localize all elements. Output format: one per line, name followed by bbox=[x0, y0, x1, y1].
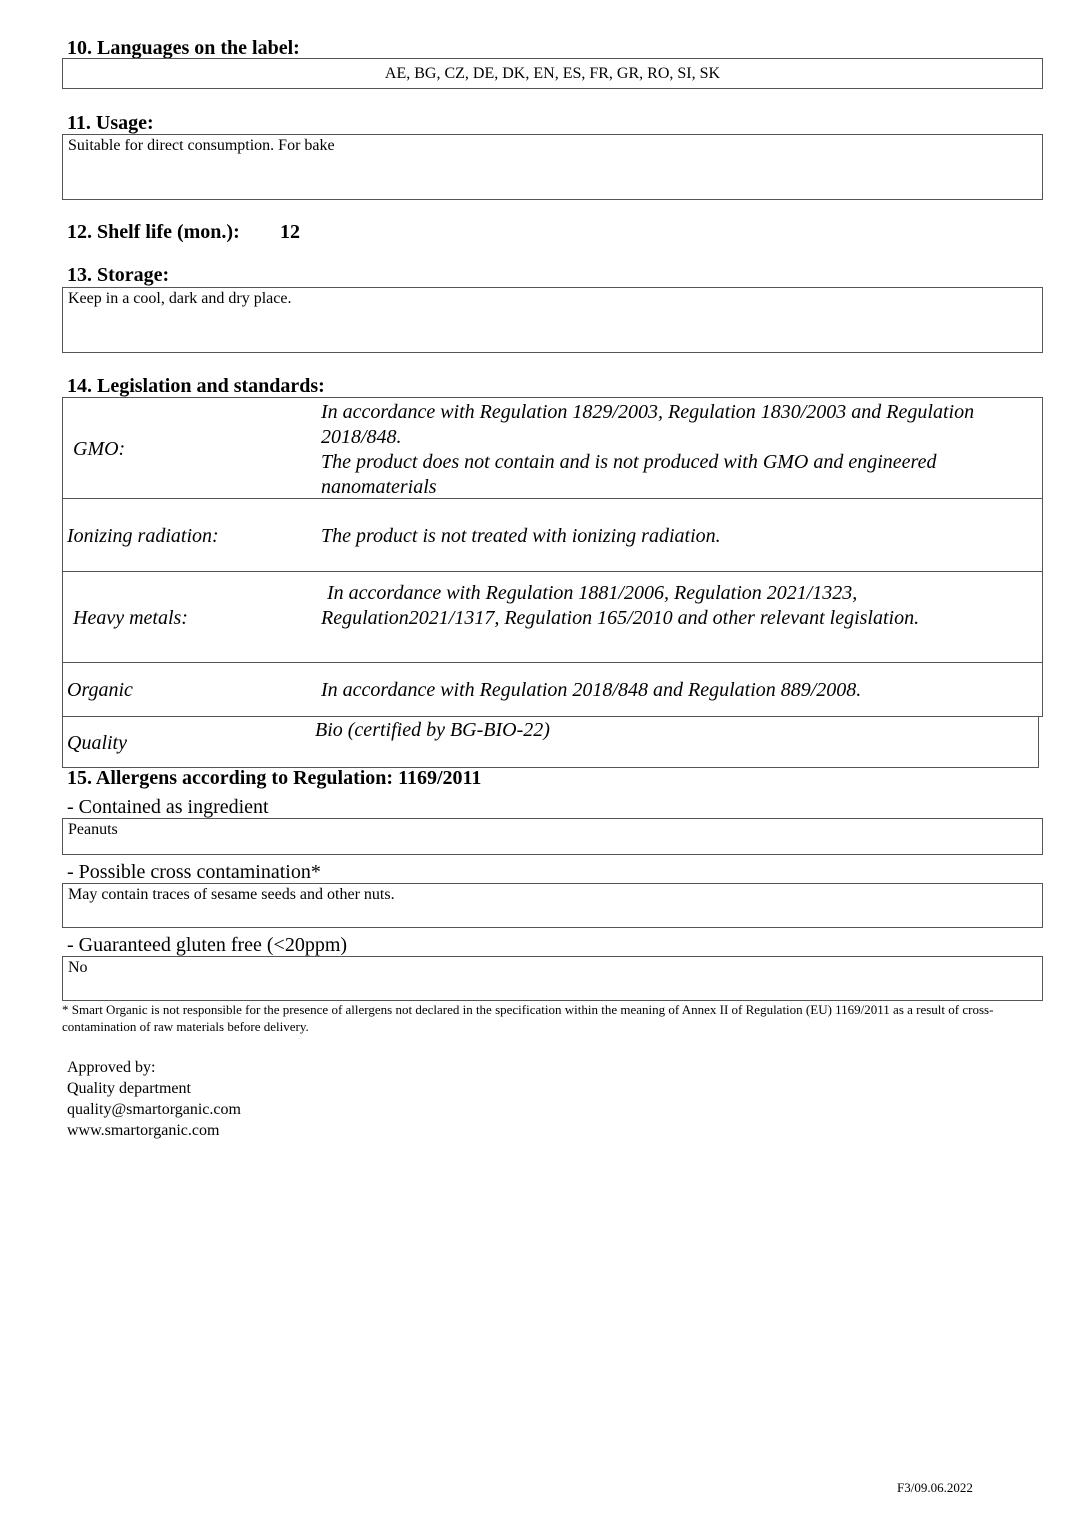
languages-field bbox=[62, 58, 1043, 89]
usage-heading: 11. Usage: bbox=[67, 112, 154, 134]
organic-value: In accordance with Regulation 2018/848 and Regulation 889/2008. bbox=[321, 679, 862, 701]
approver-email: quality@smartorganic.com bbox=[67, 1101, 241, 1118]
organic-label: Organic bbox=[67, 679, 133, 701]
ionizing-radiation-label: Ionizing radiation: bbox=[67, 525, 219, 547]
usage-field bbox=[62, 134, 1043, 200]
approver-website: www.smartorganic.com bbox=[67, 1122, 220, 1139]
allergen-footnote: * Smart Organic is not responsible for the presence of allergens not declared in the specification within the meaning of Annex II of Regulation (EU) 1169/2011 as a result of cross-contamination of raw materials before delivery. bbox=[62, 1002, 994, 1034]
gmo-value bbox=[321, 400, 1039, 500]
languages-heading: 10. Languages on the label: bbox=[67, 37, 300, 59]
cross-contamination-label: - Possible cross contamination* bbox=[67, 861, 321, 883]
contained-ingredient-value: Peanuts bbox=[68, 821, 118, 838]
form-code: F3/09.06.2022 bbox=[897, 1480, 973, 1495]
row-divider bbox=[62, 662, 1043, 663]
usage-value: Suitable for direct consumption. For bake bbox=[68, 137, 335, 154]
table-border bbox=[62, 397, 63, 767]
languages-value: AE, BG, CZ, DE, DK, EN, ES, FR, GR, RO, SI, SK bbox=[384, 65, 721, 82]
gmo-regulation-text: In accordance with Regulation 1829/2003, Regulation 1830/2003 and Regulation 2018/848. bbox=[321, 401, 975, 448]
contained-ingredient-field bbox=[62, 818, 1043, 855]
storage-value: Keep in a cool, dark and dry place. bbox=[68, 290, 292, 307]
gmo-label: GMO: bbox=[73, 438, 126, 460]
approver-department: Quality department bbox=[67, 1080, 191, 1097]
table-border bbox=[62, 397, 1043, 398]
gluten-free-label: - Guaranteed gluten free (<20ppm) bbox=[67, 934, 348, 956]
shelf-life-value: 12 bbox=[280, 221, 300, 243]
row-divider bbox=[62, 571, 1043, 572]
shelf-life-heading: 12. Shelf life (mon.): bbox=[67, 221, 240, 243]
row-divider bbox=[62, 716, 1043, 717]
approved-by-label: Approved by: bbox=[67, 1059, 156, 1076]
table-border bbox=[1038, 716, 1039, 768]
cross-contamination-field bbox=[62, 883, 1043, 928]
contained-ingredient-label: - Contained as ingredient bbox=[67, 796, 269, 818]
gluten-free-field bbox=[62, 956, 1043, 1001]
legislation-heading: 14. Legislation and standards: bbox=[67, 375, 325, 397]
allergens-heading: 15. Allergens according to Regulation: 1169/2011 bbox=[67, 767, 482, 789]
ionizing-radiation-value: The product is not treated with ionizing radiation. bbox=[321, 525, 721, 547]
quality-value: Bio (certified by BG-BIO-22) bbox=[315, 719, 550, 741]
heavy-metals-value: In accordance with Regulation 1881/2006, Regulation 2021/1323, Regulation2021/1317, Regulation 165/2010 and other relevant legislation. bbox=[321, 582, 920, 629]
storage-heading: 13. Storage: bbox=[67, 264, 170, 286]
gluten-free-value: No bbox=[68, 959, 88, 976]
approval-block bbox=[67, 1057, 241, 1141]
gmo-statement-text: The product does not contain and is not produced with GMO and engineered nanomaterials bbox=[321, 451, 937, 498]
cross-contamination-value: May contain traces of sesame seeds and other nuts. bbox=[68, 886, 395, 903]
quality-label: Quality bbox=[67, 732, 127, 754]
heavy-metals-label: Heavy metals: bbox=[73, 607, 188, 629]
table-border bbox=[1042, 397, 1043, 717]
storage-field bbox=[62, 287, 1043, 353]
